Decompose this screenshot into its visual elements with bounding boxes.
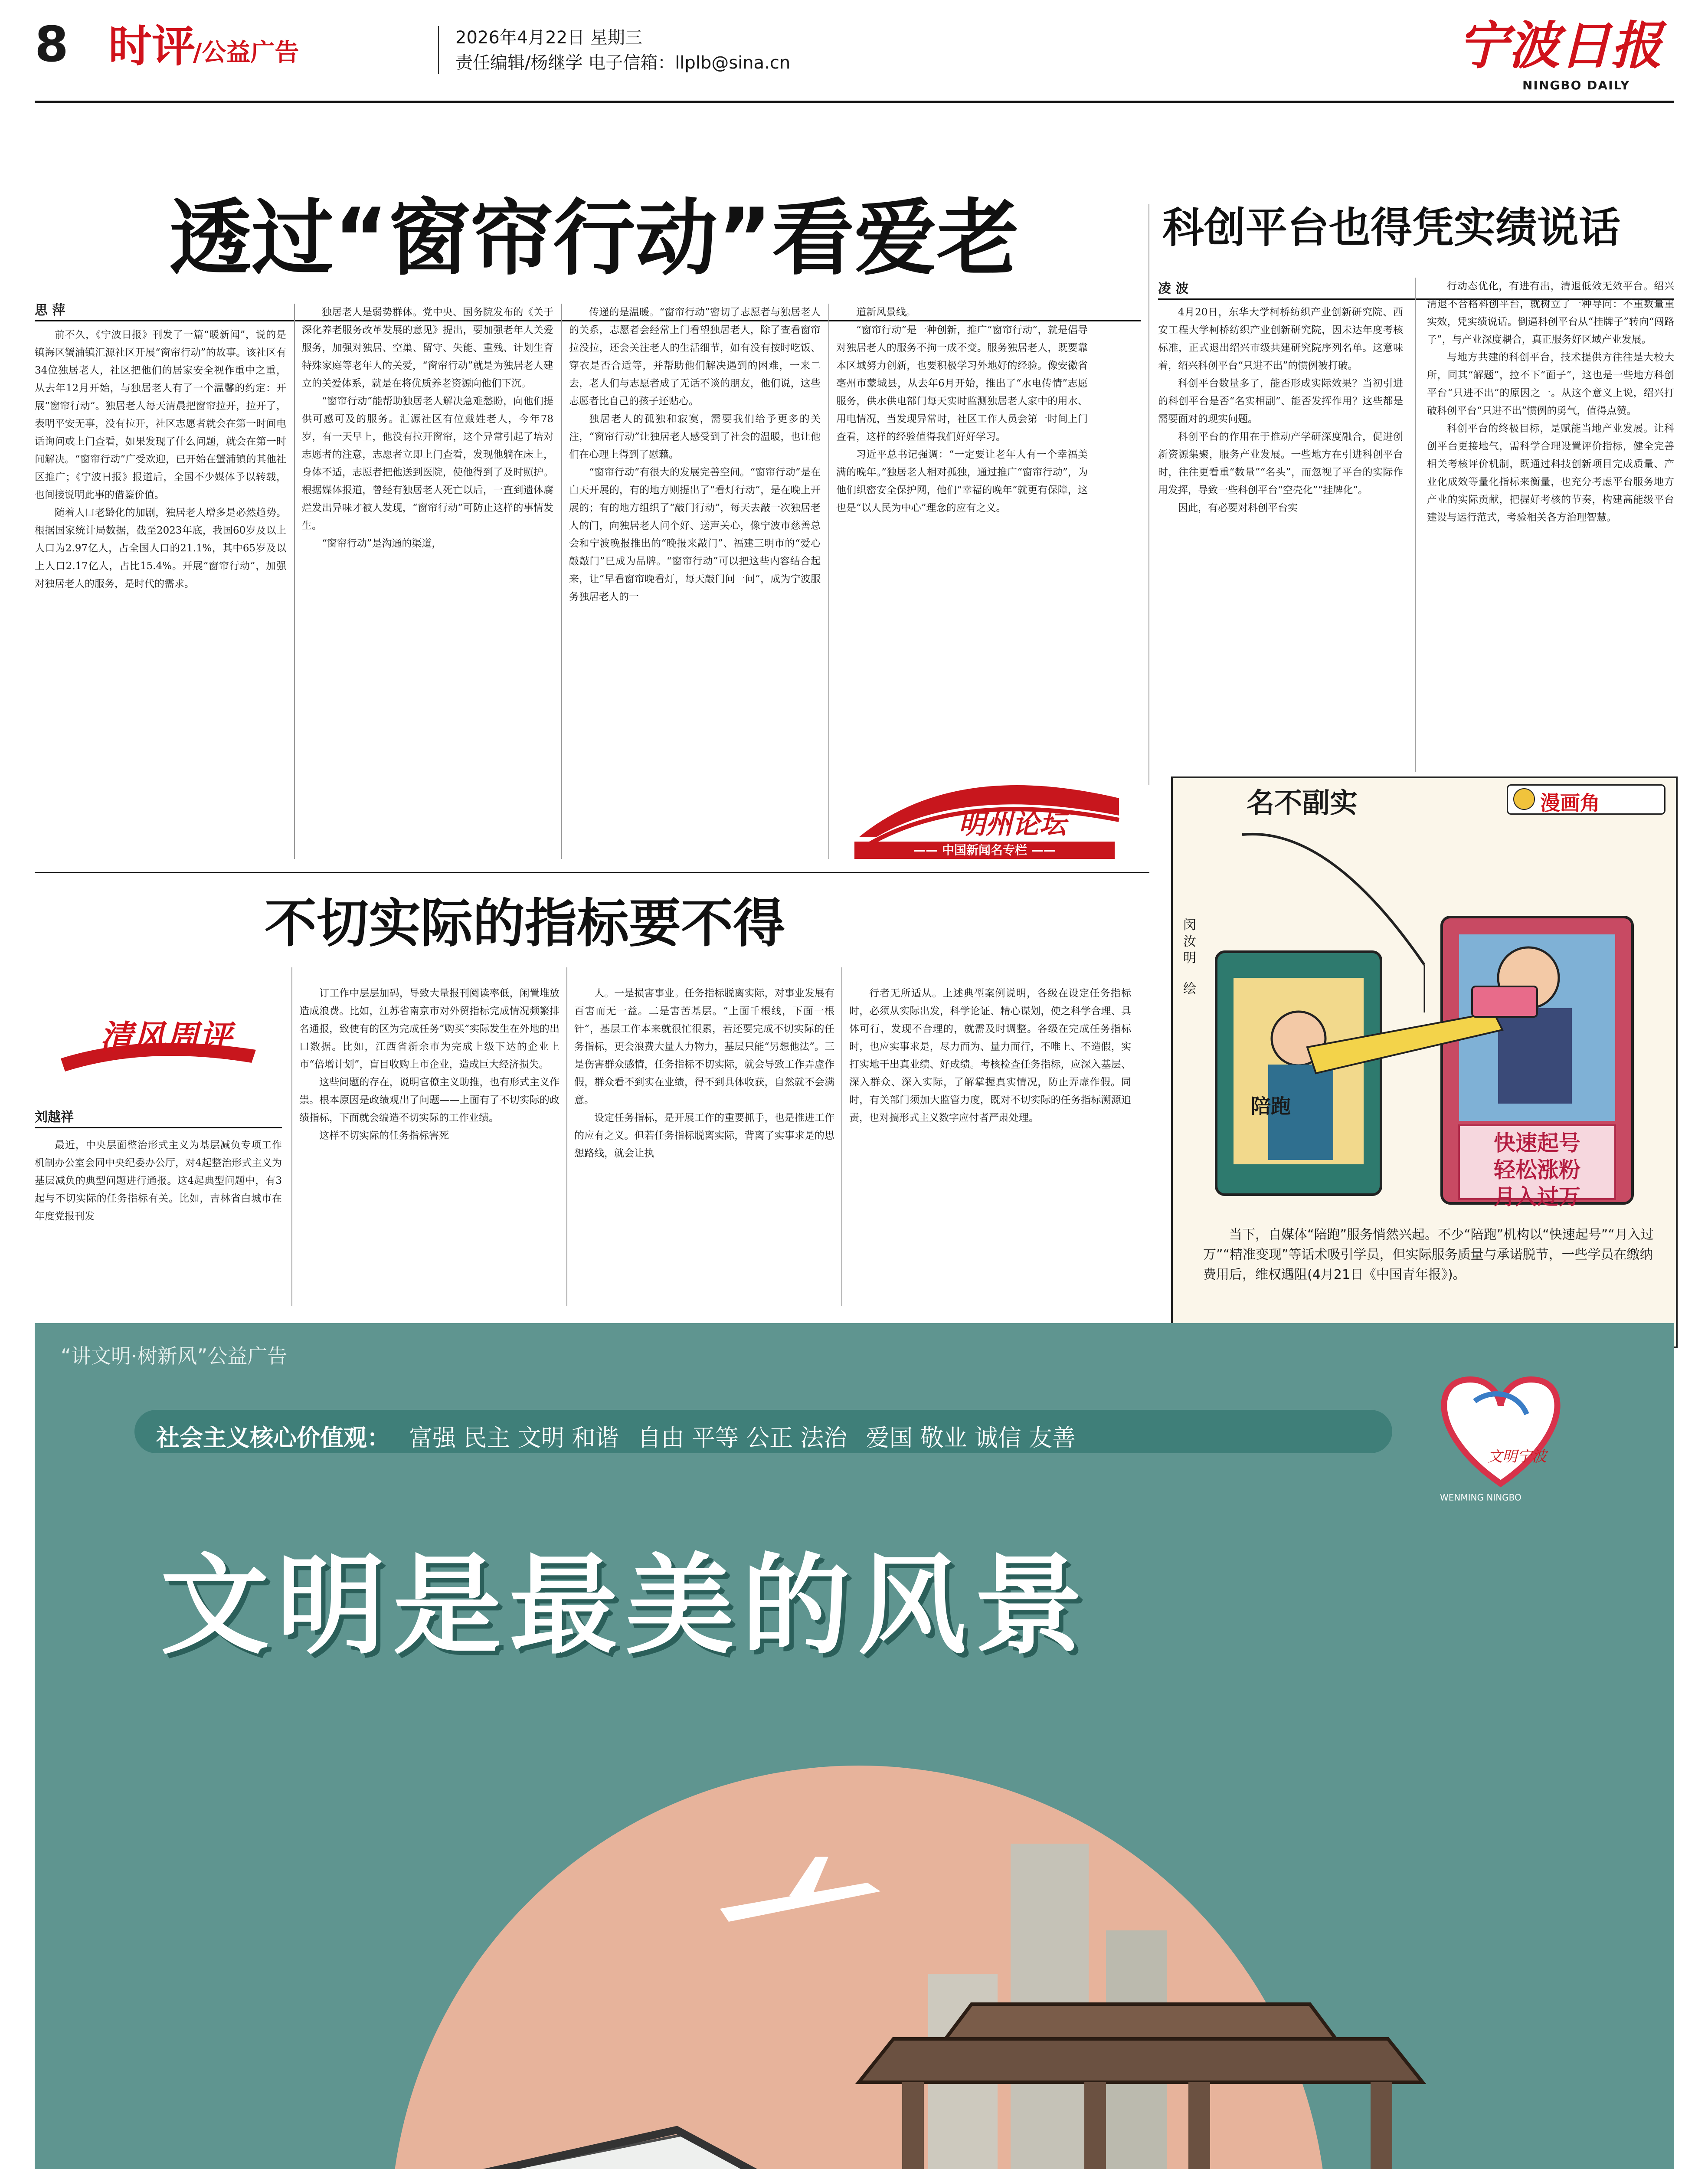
article1-author: 思 萍 [35, 303, 65, 318]
column-divider [566, 967, 567, 1306]
article3-column-2 [299, 985, 560, 1145]
ad-logo [1423, 1362, 1579, 1510]
paragraph: 与地方共建的科创平台，技术提供方往往是大校大所，同其“解题”，拉不下“面子”，这也是一些地方科创平台“只进不出”的原因之一。从这个意义上说，绍兴打破科创平台“只进不出”惯例的勇气，值得点赞。 [1427, 352, 1674, 416]
cartoon-screen-text [1459, 1130, 1615, 1210]
values-group: 爱国 敬业 诚信 友善 [866, 1424, 1076, 1451]
column-divider [561, 304, 562, 859]
paragraph: “窗帘行动”有很大的发展完善空间。“窗帘行动”是在白天开展的，有的地方则提出了“看灯行动”，是在晚上开展的；有的地方组织了“敲门行动”，每天去敲一次独居老人的门，向独居老人问个好、送声关心，像宁波市慈善总会和宁波晚报推出的“晚报来敲门”、福建三明市的“爱心敲敲门”已成为品牌。“窗帘行动”可以把这些内容结合起来，让“早看窗帘晚看灯，每天敲门问一问”，成为宁波服务独居老人的一 [569, 467, 821, 603]
screen-line: 快速起号 [1494, 1130, 1580, 1156]
paragraph: 道新风景线。 [856, 307, 916, 318]
header-rule [35, 101, 1674, 103]
paragraph: “窗帘行动”是一种创新，推广“窗帘行动”，就是倡导对独居老人的服务不拘一成不变。服务独居老人，既要靠本区域努力创新，也要积极学习外地好的经验。像安徽省亳州市蒙城县，从去年6月开始，推出了“水电传情”志愿服务，供水供电部门每天实时监测独居老人家中的用水、用电情况，当发现异常时，社区工作人员会第一时间上门查看，这样的经验值得我们好好学习。 [836, 324, 1088, 442]
values-group: 富强 民主 文明 和谐 [409, 1424, 619, 1451]
cartoon-author-suffix: 绘 [1183, 981, 1196, 996]
column-divider [1415, 278, 1416, 772]
paragraph: 前不久，《宁波日报》刊发了一篇“暖新闻”，说的是镇海区蟹浦镇汇源社区开展“窗帘行动”的故事。该社区有34位独居老人，社区把他们的居家安全视作重中之重，从去年12月开始，与独居老人有了一个温馨的约定：开展“窗帘行动”。独居老人每天清晨把窗帘拉开，拉开了，表明平安无事，没有拉开，社区志愿者就会在第一时间电话询问或上门查看，如果发现了什么问题，就会在第一时间解决。“窗帘行动”广受欢迎，已开始在蟹浦镇的其他社区推广；《宁波日报》报道后，全国不少媒体予以转载，也间接说明此事的借鉴价值。 [35, 329, 286, 501]
cartoon-badge [1507, 784, 1665, 815]
paragraph: “窗帘行动”是沟通的渠道， [322, 538, 442, 549]
column-divider [828, 304, 829, 859]
column-badge-mingzhou [850, 772, 1128, 863]
article3-title: 不切实际的指标要不得 [265, 894, 785, 954]
paragraph: 这些问题的存在，说明官僚主义助推，也有形式主义作祟。根本原因是政绩观出了问题——上面有了不切实际的政绩指标，下面就会编造不切实际的工作业绩。 [299, 1077, 560, 1124]
article3-column-4 [849, 985, 1131, 1127]
column-divider [1148, 204, 1149, 785]
editor-line: 责任编辑/杨继学 电子信箱：llplb@sina.cn [455, 53, 791, 73]
heart-logo-icon [1423, 1362, 1579, 1492]
section-title: 时评 [108, 21, 195, 72]
cartoon-caption: 当下，自媒体“陪跑”服务悄然兴起。不少“陪跑”机构以“快速起号”“月入过万”“精准变现”等话术吸引学员，但实际服务质量与承诺脱节，一些学员在缴纳费用后，维权遇阻(4月21日《中国青年报》)。 [1203, 1227, 1654, 1282]
paragraph: 4月20日，东华大学柯桥纺织产业创新研究院、西安工程大学柯桥纺织产业创新研究院，因未达年度考核标准，正式退出绍兴市级共建研究院序列名单。这意味着，绍兴科创平台“只进不出”的惯例被打破。 [1158, 307, 1403, 371]
paragraph: 科创平台的终极目标，是赋能当地产业发展。让科创平台更接地气，需科学合理设置评价指标，健全完善相关考核评价机制，既通过科技创新项目完成质量、产业化成效等量化指标来衡量，也充分考虑平台服务地方产业的实际贡献，把握好考核的节奏，构建高能级平台建设与运行范式，考验相关各方治理智慧。 [1427, 423, 1674, 523]
paragraph: 最近，中央层面整治形式主义为基层减负专项工作机制办公室会同中央纪委办公厅，对4起整治形式主义为基层减负的典型问题进行通报。这4起典型问题中，有3起与不切实际的任务指标有关。比如，吉林省白城市在年度党报刊发 [35, 1140, 282, 1222]
paragraph: 独居老人是弱势群体。党中央、国务院发布的《关于深化养老服务改革发展的意见》提出，要加强老年人关爱服务，加强对独居、空巢、留守、失能、重残、计划生育特殊家庭等老年人的关爱，“窗帘行动”就是为独居老人建立的关爱体系，就是在将优质养老资源向他们下沉。 [302, 307, 553, 389]
paragraph: 这样不切实际的任务指标害死 [319, 1130, 449, 1141]
cartoon-left-label: 陪跑 [1251, 1094, 1291, 1118]
column-divider [291, 967, 292, 1306]
paragraph: 因此，有必要对科创平台实 [1178, 502, 1298, 514]
article1-title: 透过“窗帘行动”看爱老 [169, 190, 1019, 286]
ad-logo-pinyin: WENMING NINGBO [1440, 1492, 1521, 1503]
newspaper-logo: 宁波日报 [1457, 15, 1662, 75]
article3-author: 刘越祥 [35, 1110, 74, 1125]
paragraph: 独居老人的孤独和寂寞，需要我们给予更多的关注，“窗帘行动”让独居老人感受到了社会的温暖，也让他们在心理上得到了慰藉。 [569, 413, 821, 460]
article3-column-3 [574, 985, 834, 1163]
ad-logo-text: 文明宁波 [1488, 1448, 1547, 1465]
values-group: 自由 平等 公正 法治 [637, 1424, 847, 1451]
paragraph: 科创平台数量多了，能否形成实际效果？当初引进的科创平台是否“名实相副”、能否发挥作用？这些都是需要面对的现实问题。 [1158, 378, 1403, 425]
badge-title: 清风周评 [100, 1018, 232, 1056]
screen-line: 轻松涨粉 [1494, 1157, 1580, 1183]
values-label: 社会主义核心价值观： [156, 1424, 390, 1451]
cartoon-badge-label: 漫画角 [1540, 791, 1600, 815]
ad-scenery [35, 1648, 1674, 2169]
article3-author-rule [35, 1127, 282, 1128]
section-subtitle: /公益广告 [193, 39, 299, 67]
page-number: 8 [35, 16, 69, 73]
paragraph: 习近平总书记强调：“一定要让老年人有一个幸福美满的晚年。”独居老人相对孤独，通过推广“窗帘行动”，为他们织密安全保护网，他们“幸福的晚年”就更有保障，这也是“以人民为中心”理念的应有之义。 [836, 449, 1088, 514]
article2-column-1 [1158, 304, 1403, 517]
paragraph: 传递的是温暖。“窗帘行动”密切了志愿者与独居老人的关系，志愿者会经常上门看望独居老人，除了查看窗帘拉没拉，还会关注老人的生活细节，如有没有按时吃饭、穿衣是否合适等，并帮助他们解决遇到的困难，一来二去，老人们与志愿者成了无话不谈的朋友，他们说，这些志愿者比自己的孩子还贴心。 [569, 307, 821, 407]
column-divider [841, 967, 842, 1306]
column-badge-qingfeng [56, 993, 260, 1098]
article2-title: 科创平台也得凭实绩说话 [1162, 203, 1620, 252]
badge-subtitle: —— 中国新闻名专栏 —— [854, 842, 1115, 859]
column-divider [294, 304, 295, 859]
article2-column-2 [1427, 278, 1674, 527]
cartoon-title: 名不副实 [1247, 787, 1358, 819]
ad-slogan: 文明是最美的风景 [160, 1543, 1090, 1669]
paragraph: 人。一是损害事业。任务指标脱离实际，对事业发展有百害而无一益。二是害苦基层。“上面千根线，下面一根针”，基层工作本来就很忙很累，若还要完成不切实际的任务指标，更会浪费大量人力物力，基层只能“另想他法”。三是伤害群众感情，任务指标不切实际，就会导致工作弄虚作假，群众看不到实在业绩，得不到具体收获，自然就不会满意。 [574, 988, 834, 1106]
paragraph: 随着人口老龄化的加剧，独居老人增多是必然趋势。根据国家统计局数据，截至2023年底，我国60岁及以上人口为2.97亿人，占全国人口的21.1%，其中65岁及以上人口2.17亿人，占比15.4%。开展“窗帘行动”，加强对独居老人的服务，是时代的需求。 [35, 507, 286, 590]
cartoon-author: 闵汝明 [1183, 917, 1196, 966]
article1-column-1 [35, 326, 286, 593]
paragraph: “窗帘行动”能帮助独居老人解决急难愁盼，向他们提供可感可及的服务。汇源社区有位戴姓老人，今年78岁，有一天早上，他没有拉开窗帘，这个异常引起了培对志愿者的注意，志愿者立即上门查看，发现他躺在床上，身体不适，志愿者把他送到医院，使他得到了及时照护。根据媒体报道，曾经有独居老人死亡以后，一直到遗体腐烂发出异味才被人发现，“窗帘行动”可防止这样的事情发生。 [302, 396, 553, 531]
article1-column-4 [836, 304, 1088, 517]
ad-tag: “讲文明·树新风”公益广告 [61, 1344, 288, 1368]
newspaper-logo-en: NINGBO DAILY [1522, 78, 1630, 92]
cartoon-pen-icon [1513, 788, 1535, 810]
cartoon-box [1171, 777, 1678, 1348]
paragraph: 科创平台的作用在于推动产学研深度融合，促进创新资源集聚，服务产业发展。一些地方在引进科创平台时，往往更看重“数量”“名头”，而忽视了平台的实际作用发挥，导致一些科创平台“空壳化”“挂牌化”。 [1158, 431, 1403, 496]
paragraph: 设定任务指标，是开展工作的重要抓手，也是推进工作的应有之义。但若任务指标脱离实际，背离了实事求是的思想路线，就会让执 [574, 1112, 834, 1159]
badge-title: 明州论坛 [959, 808, 1067, 840]
screen-line: 月入过万 [1494, 1184, 1580, 1209]
ad-values [156, 1419, 1087, 1453]
paragraph: 订工作中层层加码，导致大量报刊阅读率低，闲置堆放造成浪费。比如，江苏省南京市对外贸指标完成情况频繁排名通报，致使有的区为完成任务“购买”实际发生在外地的出口数据。比如，江西省新余市为完成上级下达的企业上市“倍增计划”，盲目收购上市企业，造成巨大经济损失。 [299, 988, 560, 1070]
paragraph: 行者无所适从。上述典型案例说明，各级在设定任务指标时，必须从实际出发，科学论证、精心谋划，使之科学合理、具体可行，发现不合理的，就需及时调整。各级在完成任务指标时，也应实事求是，尽力而为、量力而行，不唯上、不造假，实打实地干出真业绩、好成绩。考核检查任务指标，应深入基层、深入群众、深入实际，了解掌握真实情况，防止弄虚作假。同时，有关部门须加大监管力度，既对不切实际的任务指标溯源追责，也对搞形式主义数字应付者严肃处理。 [849, 988, 1131, 1124]
article2-author: 凌 波 [1158, 281, 1189, 296]
article1-column-3 [569, 304, 821, 606]
date-line: 2026年4月22日 星期三 [455, 28, 642, 48]
paragraph: 行动态优化，有进有出，清退低效无效平台。绍兴清退不合格科创平台，就树立了一种导向：不重数量重实效，凭实绩说话。倒逼科创平台从“挂牌子”转向“闯路子”，与产业深度耦合，真正服务好区域产业发展。 [1427, 281, 1674, 345]
article3-column-1 [35, 1137, 282, 1225]
public-service-ad [35, 1323, 1674, 2169]
article1-column-2 [302, 304, 553, 553]
header-divider [438, 26, 439, 74]
article3-top-rule [35, 872, 1149, 873]
